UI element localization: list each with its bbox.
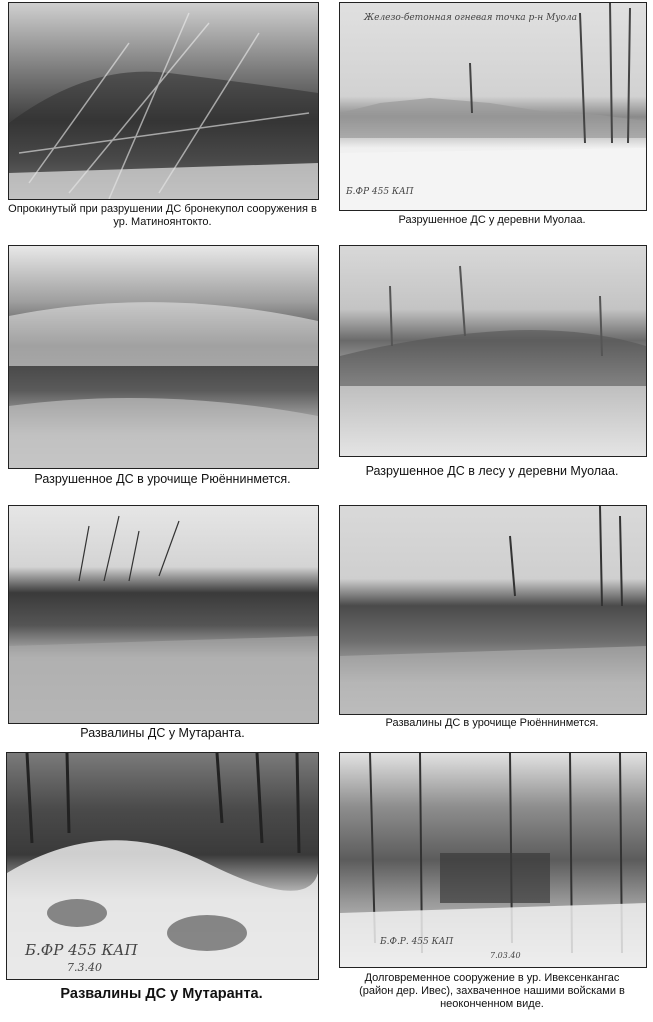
photo-marking-date: 7.3.40 [67,961,102,974]
photo-marking: Б.Ф.Р. 455 КАП [380,937,454,947]
caption-5: Развалины ДС у Мутаранта. [80,726,245,740]
caption-3: Разрушенное ДС в урочище Рюённинмется. [34,472,291,486]
photo-marking-date: 7.03.40 [490,951,521,960]
photo-destroyed-ds-forest-muolaa [339,245,647,457]
caption-2: Разрушенное ДС у деревни Муолаа. [398,214,586,226]
photo-marking: Б.ФР 455 КАП [25,941,138,959]
caption-7: Развалины ДС у Мутаранта. [60,986,263,1002]
photo-ruins-ryuenninmetse [339,505,647,715]
caption-6: Развалины ДС в урочище Рюённинмется. [385,717,599,729]
caption-4: Разрушенное ДС в лесу у деревни Муолаа. [365,464,619,478]
photo-concrete-firing-point-muolaa [339,2,647,211]
photo-unfinished-structure-iveksenkangas [339,752,647,968]
caption-1: Опрокинутый при разрушении ДС бронекупол сооружения в ур. Матиноянтокто. [8,203,317,229]
caption-8: Долговременное сооружение в ур. Ивексенкангас (район дер. Ивес), захваченное нашими войсками в неоконченном виде. [359,972,625,1011]
photo-destroyed-ds-ryuenninmetse [8,245,319,469]
photo-ruins-mutaranta-2 [6,752,319,980]
photo-overturned-armored-dome [8,2,319,200]
photo-ruins-mutaranta-1 [8,505,319,724]
photo-inscription: Железо-бетонная огневая точка р-н Муола [364,13,578,23]
photo-marking: Б.ФР 455 КАП [346,187,414,197]
